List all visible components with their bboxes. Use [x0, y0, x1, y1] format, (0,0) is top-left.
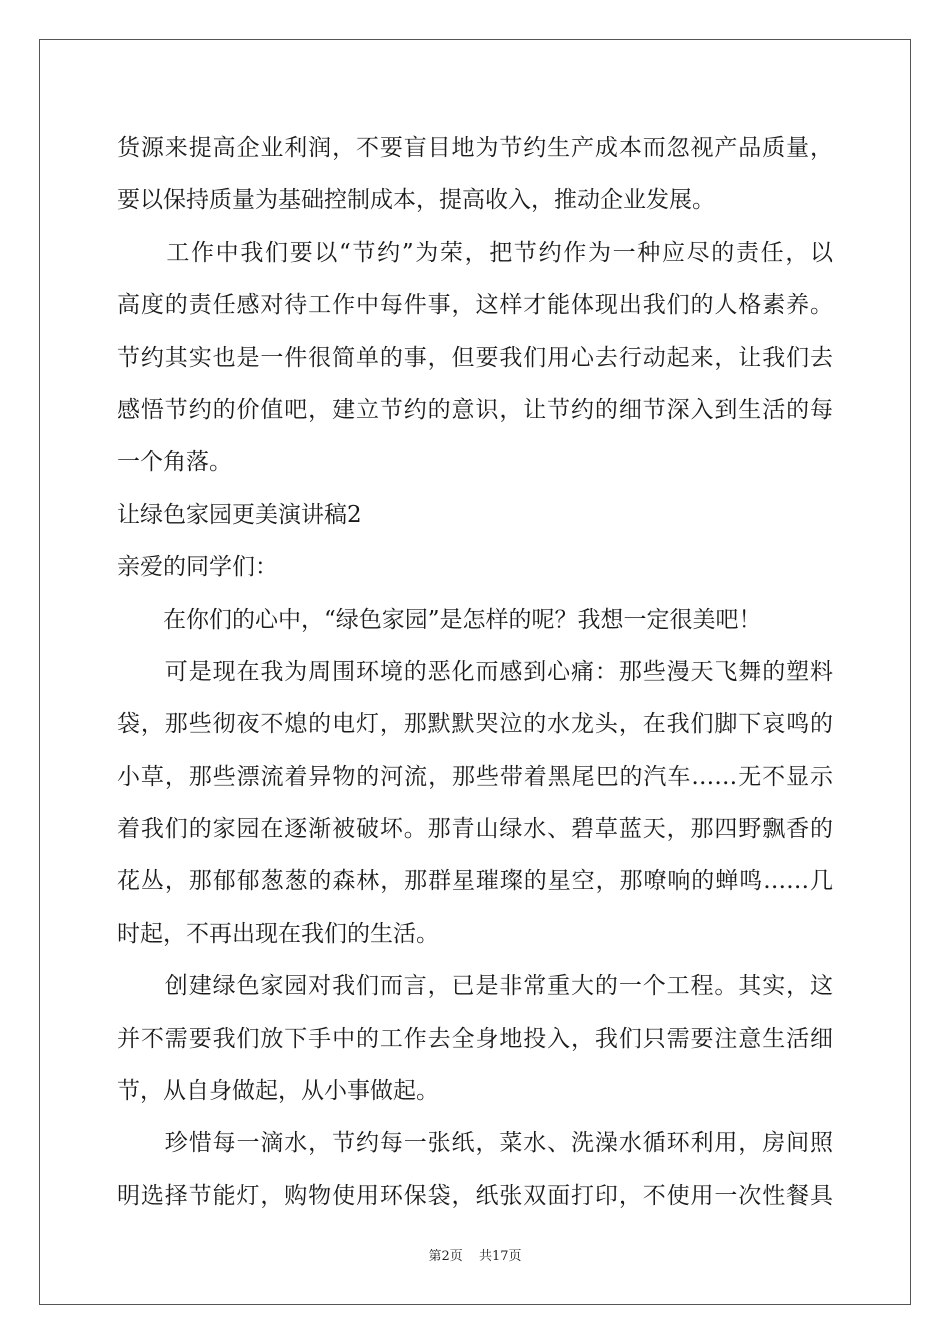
text-line: 小草，那些漂流着异物的河流，那些带着黑尾巴的汽车……无不显示: [117, 763, 833, 790]
text-line: 并不需要我们放下手中的工作去全身地投入，我们只需要注意生活细: [117, 1025, 833, 1052]
text-line: 在你们的心中，“绿色家园”是怎样的呢？我想一定很美吧！: [117, 606, 762, 633]
section-title: 让绿色家园更美演讲稿2: [117, 501, 362, 528]
text-line: 珍惜每一滴水，节约每一张纸，菜水、洗澡水循环利用，房间照: [117, 1130, 833, 1157]
page-footer: [0, 1245, 950, 1264]
text-line: 货源来提高企业利润，不要盲目地为节约生产成本而忽视产品质量，: [117, 135, 833, 161]
text-line: 时起，不再出现在我们的生活。: [117, 920, 439, 947]
salutation: 亲爱的同学们：: [117, 554, 278, 581]
text-line: 节，从自身做起，从小事做起。: [117, 1078, 439, 1105]
text-line: 着我们的家园在逐渐被破坏。那青山绿水、碧草蓝天，那四野飘香的: [117, 816, 833, 843]
text-line: 创建绿色家园对我们而言，已是非常重大的一个工程。其实，这: [117, 973, 833, 1000]
text-line: 高度的责任感对待工作中每件事，这样才能体现出我们的人格素养。: [117, 292, 833, 319]
total-pages: 共17页: [478, 1249, 522, 1264]
document-body: [117, 122, 833, 1222]
text-line: 花丛，那郁郁葱葱的森林，那群星璀璨的星空，那嘹响的蝉鸣……几: [117, 868, 833, 895]
text-line: 节约其实也是一件很简单的事，但要我们用心去行动起来，让我们去: [117, 344, 833, 371]
page-number: 第2页: [428, 1249, 463, 1264]
text-line: 要以保持质量为基础控制成本，提高收入，推动企业发展。: [117, 187, 715, 214]
text-line: 可是现在我为周围环境的恶化而感到心痛：那些漫天飞舞的塑料: [117, 658, 833, 685]
text-line: 感悟节约的价值吧，建立节约的意识，让节约的细节深入到生活的每: [117, 396, 833, 423]
text-line: 一个角落。: [117, 449, 232, 476]
text-line: 明选择节能灯，购物使用环保袋，纸张双面打印，不使用一次性餐具: [117, 1182, 833, 1209]
text-line: 袋，那些彻夜不熄的电灯，那默默哭泣的水龙头，在我们脚下哀鸣的: [117, 711, 833, 738]
text-line: 工作中我们要以“节约”为荣，把节约作为一种应尽的责任，以: [117, 239, 833, 266]
